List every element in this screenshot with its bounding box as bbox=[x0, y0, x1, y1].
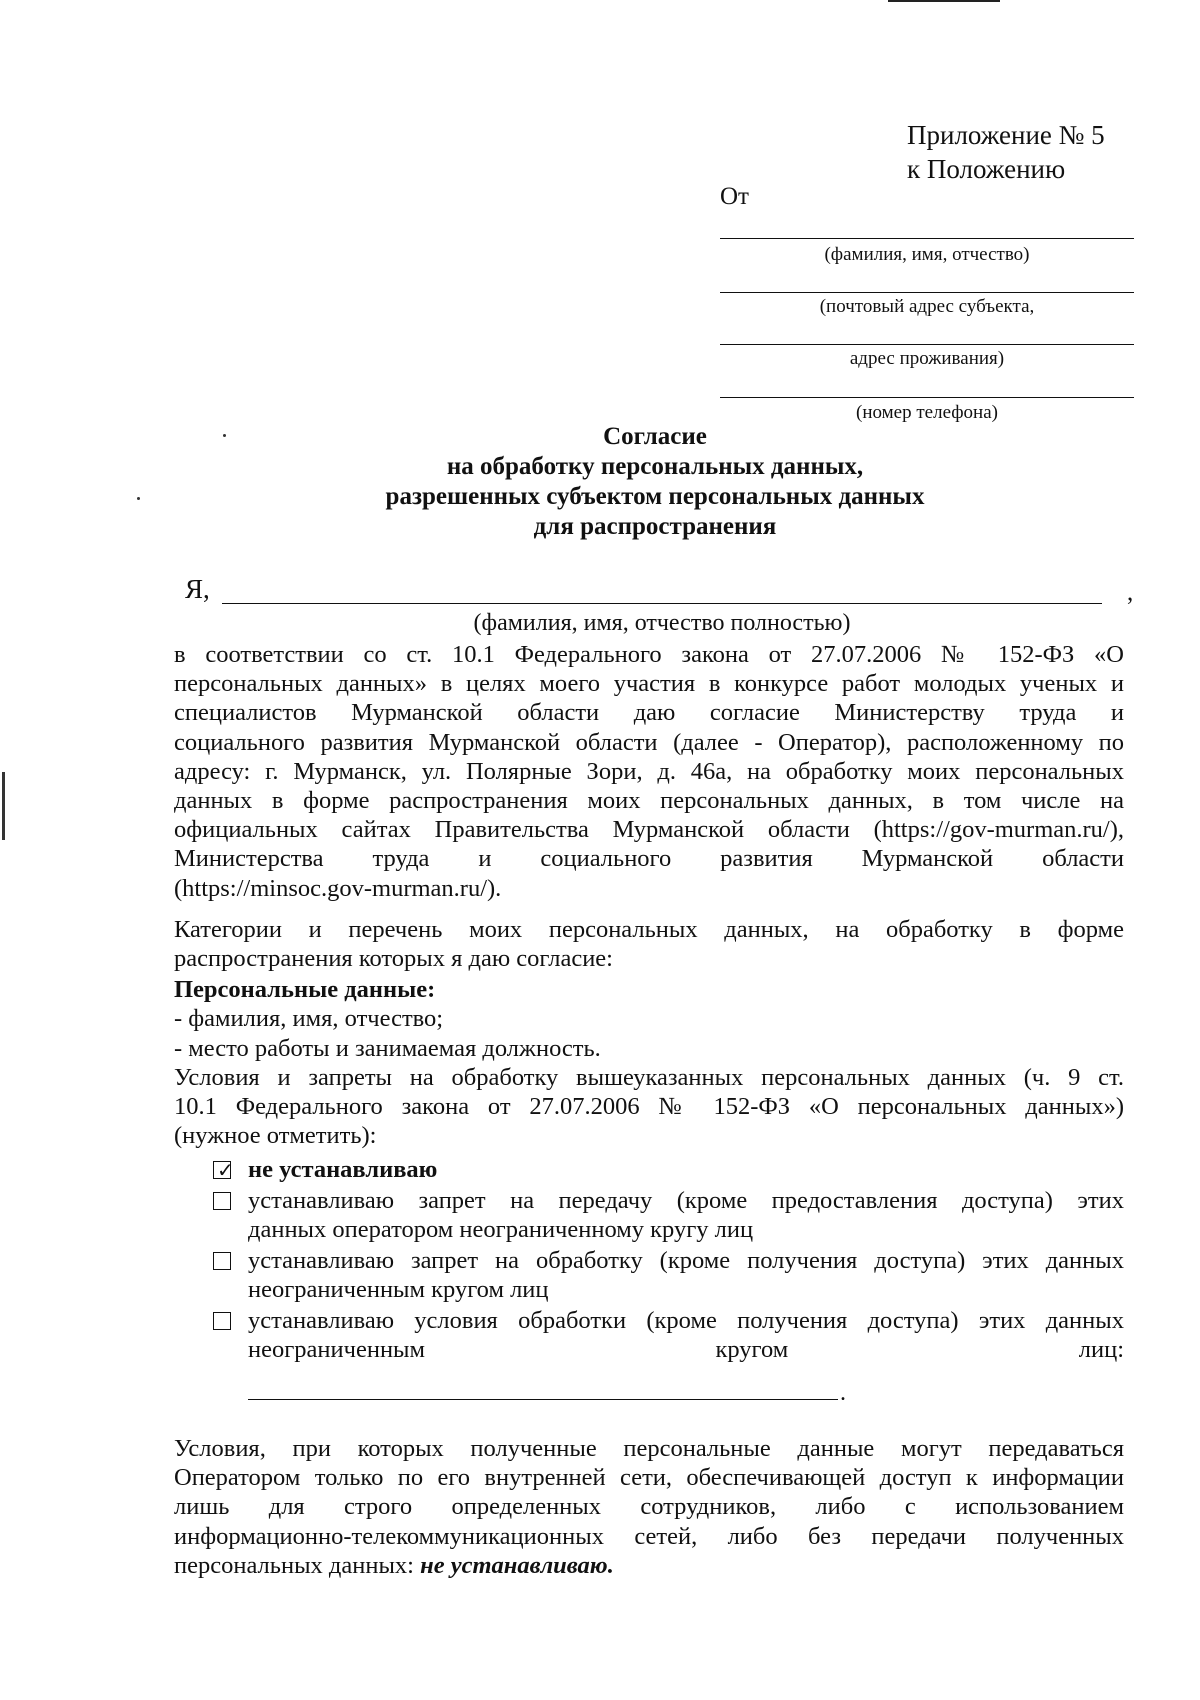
option-label: неограниченным кругом лиц bbox=[248, 1276, 549, 1304]
applicant-prefix: Я, bbox=[185, 574, 210, 604]
paragraph-line: данных в форме распространения моих персональных данных, в том числе на bbox=[174, 786, 1124, 814]
final-paragraph bbox=[174, 1434, 1124, 1580]
checkbox-unchecked[interactable] bbox=[213, 1192, 231, 1210]
personal-data-item: - фамилия, имя, отчество; bbox=[174, 1005, 444, 1032]
paragraph-line: Категории и перечень моих персональных данных, на обработку в форме bbox=[174, 916, 1124, 943]
from-label: От bbox=[720, 183, 749, 210]
final-emphasis: не устанавливаю. bbox=[420, 1551, 614, 1579]
scan-speck bbox=[137, 497, 140, 500]
option-label: неограниченным кругом лиц: bbox=[248, 1336, 1124, 1364]
conditions-fill-line[interactable] bbox=[248, 1399, 838, 1400]
consent-paragraph bbox=[174, 640, 1124, 903]
personal-data-item: - место работы и занимаемая должность. bbox=[174, 1035, 601, 1062]
paragraph-line: официальных сайтах Правительства Мурманской области (https://gov-murman.ru/), bbox=[174, 816, 1124, 844]
phone-caption: (номер телефона) bbox=[856, 402, 998, 423]
postal-address-field-line[interactable] bbox=[720, 292, 1134, 293]
paragraph-line: в соответствии со ст. 10.1 Федерального закона от 27.07.2006 № 152-ФЗ «О bbox=[174, 641, 1124, 668]
option-label: устанавливаю запрет на обработку (кроме получения доступа) этих данных bbox=[248, 1247, 1124, 1274]
paragraph-line: Условия и запреты на обработку вышеуказанных персональных данных (ч. 9 ст. bbox=[174, 1064, 1124, 1091]
title-line: Согласие bbox=[603, 423, 707, 450]
checkbox-checked[interactable] bbox=[213, 1160, 234, 1182]
applicant-comma: , bbox=[1127, 579, 1134, 606]
conditions-paragraph bbox=[174, 1063, 1124, 1151]
paragraph-line: Условия, при которых полученные персональные данные могут передаваться bbox=[174, 1435, 1124, 1462]
name-field-caption: (фамилия, имя, отчество) bbox=[824, 244, 1030, 265]
paragraph-line: информационно-телекоммуникационных сетей, либо без передачи полученных bbox=[174, 1522, 1124, 1550]
paragraph-line: Оператором только по его внутренней сети, обеспечивающей доступ к информации bbox=[174, 1464, 1124, 1492]
option-label: не устанавливаю bbox=[248, 1156, 438, 1183]
appendix-number: Приложение № 5 bbox=[907, 120, 1105, 150]
title-line: на обработку персональных данных, bbox=[446, 453, 864, 480]
applicant-name-caption: (фамилия, имя, отчество полностью) bbox=[473, 610, 851, 636]
option-label: устанавливаю запрет на передачу (кроме предоставления доступа) этих bbox=[248, 1187, 1124, 1214]
option-label: устанавливаю условия обработки (кроме получения доступа) этих данных bbox=[248, 1307, 1124, 1334]
paragraph-line: (нужное отметить): bbox=[174, 1122, 377, 1150]
final-text: персональных данных: bbox=[174, 1551, 421, 1579]
name-field-line[interactable] bbox=[720, 238, 1134, 239]
paragraph-line: Министерства труда и социального развития Мурманской области bbox=[174, 845, 1124, 873]
personal-data-heading: Персональные данные: bbox=[174, 976, 436, 1003]
paragraph-line: распространения которых я даю согласие: bbox=[174, 945, 613, 973]
title-line: для распространения bbox=[533, 513, 777, 540]
applicant-name-field-line[interactable] bbox=[222, 603, 1102, 604]
postal-address-caption: (почтовый адрес субъекта, bbox=[819, 296, 1035, 317]
scan-top-mark bbox=[888, 0, 1000, 2]
paragraph-line: (https://minsoc.gov-murman.ru/). bbox=[174, 874, 502, 902]
appendix-heading bbox=[907, 118, 1105, 186]
residence-address-field-line[interactable] bbox=[720, 344, 1134, 345]
paragraph-line: 10.1 Федерального закона от 27.07.2006 № 152-ФЗ «О персональных данных») bbox=[174, 1093, 1124, 1121]
paragraph-line: адресу: г. Мурманск, ул. Полярные Зори, д. 46а, на обработку моих персональных bbox=[174, 757, 1124, 785]
fill-end-period: . bbox=[840, 1380, 846, 1406]
paragraph-line: социального развития Мурманской области (далее - Оператор), расположенному по bbox=[174, 728, 1124, 756]
paragraph-line: специалистов Мурманской области даю согласие Министерству труда и bbox=[174, 699, 1124, 727]
residence-address-caption: адрес проживания) bbox=[849, 348, 1005, 369]
checkbox-unchecked[interactable] bbox=[213, 1252, 231, 1270]
checkbox-unchecked[interactable] bbox=[213, 1312, 231, 1330]
scan-left-mark bbox=[2, 772, 5, 840]
appendix-reference: к Положению bbox=[907, 154, 1066, 184]
paragraph-line: персональных данных» в целях моего участия в конкурсе работ молодых ученых и bbox=[174, 670, 1124, 698]
phone-field-line[interactable] bbox=[720, 397, 1134, 398]
document-title bbox=[170, 422, 1140, 542]
paragraph-line bbox=[174, 1551, 1124, 1580]
check-mark-icon: ✓ bbox=[217, 1160, 234, 1182]
option-label: данных оператором неограниченному кругу лиц bbox=[248, 1216, 754, 1244]
paragraph-line: лишь для строго определенных сотрудников, либо с использованием bbox=[174, 1493, 1124, 1521]
categories-paragraph bbox=[174, 915, 1124, 973]
title-line: разрешенных субъектом персональных данных bbox=[385, 483, 925, 510]
